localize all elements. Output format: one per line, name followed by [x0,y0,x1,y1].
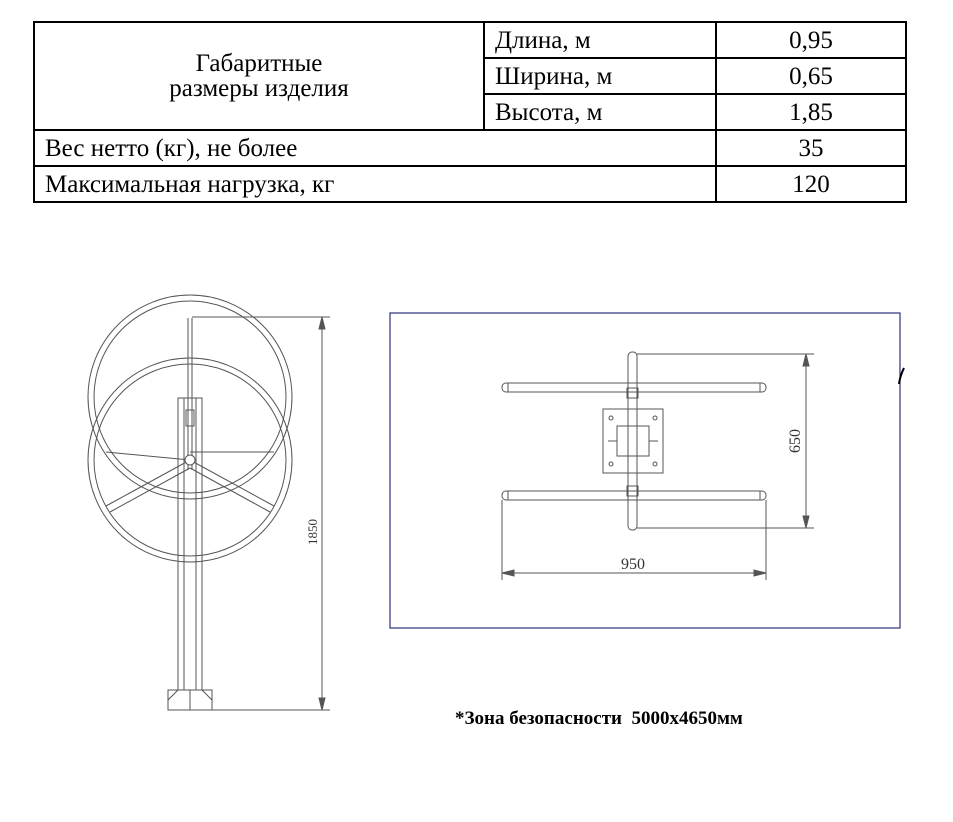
center-shaft [627,352,638,530]
top-view-frame [390,313,900,628]
dimensions-label-line1: Габаритные [195,50,323,77]
net-weight-label: Вес нетто (кг), не более [34,130,716,166]
side-view-drawing [88,295,292,710]
length-value: 0,95 [716,22,906,58]
net-weight-value: 35 [716,130,906,166]
max-load-label: Максимальная нагрузка, кг [34,166,716,202]
dimensions-label-line2: размеры изделия [169,75,349,102]
height-dimension [192,317,330,710]
width-value: 0,65 [716,58,906,94]
max-load-value: 120 [716,166,906,202]
support-post [178,398,202,690]
wheel-spokes [106,318,274,512]
height-dimension-label: 1850 [305,519,320,545]
width-dimension-label: 950 [621,556,645,573]
height-label: Высота, м [484,94,716,130]
safety-zone-note: *Зона безопасности 5000x4650мм [455,708,743,729]
depth-dimension-label: 650 [787,429,804,453]
height-value: 1,85 [716,94,906,130]
top-view-drawing [502,352,766,530]
wheel-hub [185,455,195,465]
post-base [168,690,212,710]
length-label: Длина, м [484,22,716,58]
width-label: Ширина, м [484,58,716,94]
mounting-plate [603,409,663,473]
